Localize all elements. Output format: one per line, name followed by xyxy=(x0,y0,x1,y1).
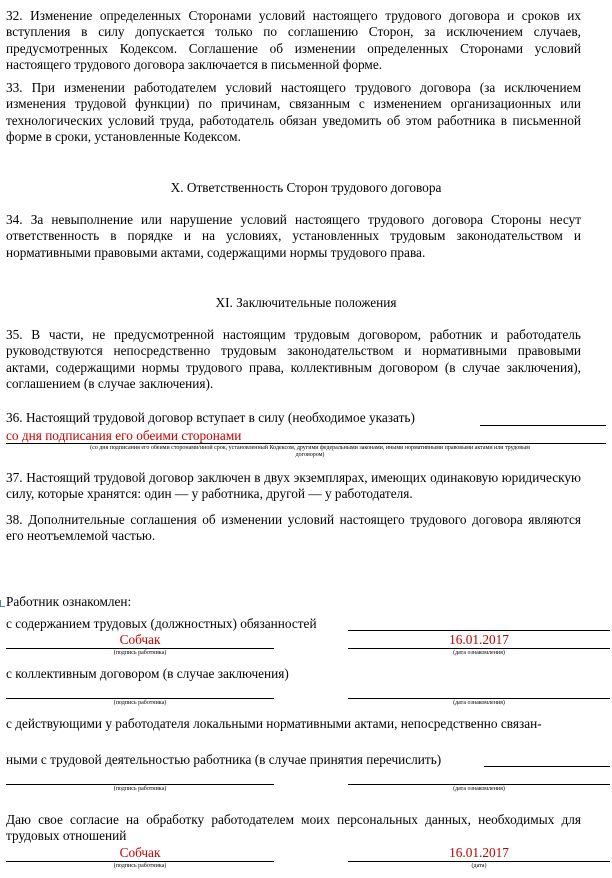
signature-hint-1: (подпись работника) xyxy=(113,650,167,656)
ack-item-local-acts: с действующими у работодателя локальными нормативными актами, непосредственно связан- xyxy=(6,716,542,731)
signature-line-4 xyxy=(6,861,274,862)
ack-item-local-acts-cont: ными с трудовой деятельностью работника (в случае принятия перечислить) xyxy=(6,752,442,767)
date-hint-4: (дата) xyxy=(471,863,487,869)
signature-consent[interactable]: Собчак xyxy=(119,845,161,860)
clause-36-line xyxy=(6,443,606,444)
ack-item-duties: с содержанием трудовых (должностных) обязанностей xyxy=(6,616,317,631)
clause-36-line-top xyxy=(480,425,606,426)
signature-hint-3: (подпись работника) xyxy=(113,786,167,792)
paragraph-marker-icon xyxy=(0,600,5,607)
signature-duties[interactable]: Собчак xyxy=(119,632,161,647)
date-consent[interactable]: 16.01.2017 xyxy=(449,845,509,860)
clause-38: 38. Дополнительные соглашения об изменении условий настоящего трудового договора являются его неотъемлемой частью. xyxy=(6,512,581,544)
date-hint-3: (дата ознакомления) xyxy=(453,786,505,792)
date-duties[interactable]: 16.01.2017 xyxy=(449,632,509,647)
clause-36-hint: (со дня подписания его обеими сторонами/иной срок, установленный Кодексом, другими федеральными законами, иными нормативными правовыми актами или трудовым договором) xyxy=(90,445,530,458)
section-heading-xi: XI. Заключительные положения xyxy=(215,295,397,310)
clause-34: 34. За невыполнение или нарушение условий настоящего трудового договора Стороны несут ответственность в порядке и на условиях, установленных трудовым законодательством и нормативными правовыми актами, содержащими нормы трудового права. xyxy=(6,212,581,260)
date-hint-1: (дата ознакомления) xyxy=(453,650,505,656)
acknowledgement-title: Работник ознакомлен: xyxy=(6,594,132,609)
section-heading-x: X. Ответственность Сторон трудового договора xyxy=(170,180,442,195)
date-line-2 xyxy=(348,698,610,699)
date-line-1 xyxy=(348,648,610,649)
ack-item-duties-line xyxy=(348,630,610,631)
signature-line-1 xyxy=(6,648,274,649)
signature-hint-2: (подпись работника) xyxy=(113,700,167,706)
clause-37: 37. Настоящий трудовой договор заключен в двух экземплярах, имеющих одинаковую юридическую силу, которые хранятся: один — у работника, другой — у работодателя. xyxy=(6,470,581,502)
clause-36-label: 36. Настоящий трудовой договор вступает в силу (необходимое указать) xyxy=(6,410,415,425)
clause-36-value[interactable]: со дня подписания его обеими сторонами xyxy=(6,428,242,443)
signature-line-2 xyxy=(6,698,274,699)
date-hint-2: (дата ознакомления) xyxy=(453,700,505,706)
signature-hint-4: (подпись работника) xyxy=(113,863,167,869)
clause-35: 35. В части, не предусмотренной настоящим трудовым договором, работник и работодатель руководствуются непосредственно трудовым законодательством и нормативными правовыми актами, содержащими нормы трудового права, коллективным договором (в случае заключения), соглашением (в случае заключения). xyxy=(6,327,581,392)
clause-32: 32. Изменение определенных Сторонами условий настоящего трудового договора и сроков их вступления в силу допускается только по соглашению Сторон, за исключением случаев, предусмотренных Кодексом. Соглашение об изменении определенных Сторонами условий настоящего трудового договора заключается в письменной форме. xyxy=(6,8,581,73)
consent-text: Даю свое согласие на обработку работодателем моих персональных данных, необходимых для трудовых отношений xyxy=(6,812,581,844)
ack-item-collective: с коллективным договором (в случае заключения) xyxy=(6,666,289,681)
ack-item-local-acts-line xyxy=(484,766,610,767)
date-line-3 xyxy=(348,784,610,785)
date-line-4 xyxy=(348,861,610,862)
clause-33: 33. При изменении работодателем условий настоящего трудового договора (за исключением изменения трудовой функции) по причинам, связанным с изменением организационных или технологических условий труда, работодатель обязан уведомить об этом работника в письменной форме в сроки, установленные Кодексом. xyxy=(6,80,581,145)
signature-line-3 xyxy=(6,784,274,785)
